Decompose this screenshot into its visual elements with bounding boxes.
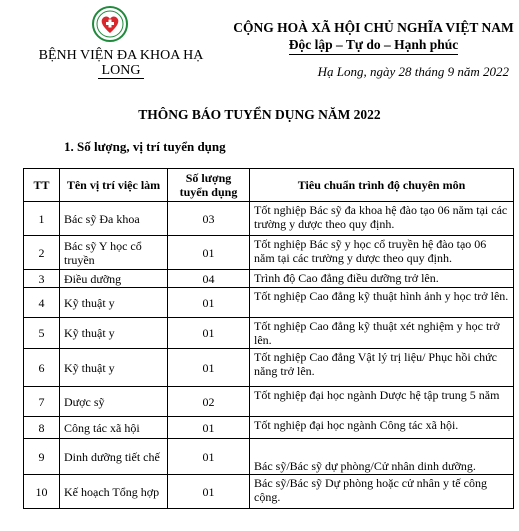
nation-title: CỘNG HOÀ XÃ HỘI CHỦ NGHĨA VIỆT NAM [233, 20, 514, 35]
cell-quantity: 01 [168, 288, 250, 318]
hospital-logo-icon [92, 6, 128, 42]
cell-position: Kỹ thuật y [60, 318, 168, 349]
table-row [24, 318, 514, 349]
table-row [24, 236, 514, 270]
cell-tt: 6 [24, 349, 60, 387]
table-header-row [24, 169, 514, 202]
date-line: Hạ Long, ngày 28 tháng 9 năm 2022 [317, 64, 509, 79]
cell-quantity: 01 [168, 318, 250, 349]
table-row [24, 288, 514, 318]
cell-requirement: Tốt nghiệp đại học ngành Dược hệ tập trung 5 năm [250, 387, 514, 417]
table-row [24, 270, 514, 288]
table-row [24, 387, 514, 417]
cell-position: Bác sỹ Y học cổ truyền [60, 236, 168, 270]
recruitment-table [23, 168, 514, 509]
cell-tt: 3 [24, 270, 60, 288]
cell-quantity: 01 [168, 475, 250, 509]
cell-position: Bác sỹ Đa khoa [60, 202, 168, 236]
cell-position: Dinh dưỡng tiết chế [60, 439, 168, 475]
header-tt: TT [24, 169, 60, 202]
header-position: Tên vị trí việc làm [60, 169, 168, 202]
table-row [24, 349, 514, 387]
cell-quantity: 01 [168, 236, 250, 270]
cell-tt: 9 [24, 439, 60, 475]
cell-requirement: Tốt nghiệp Bác sỹ đa khoa hệ đào tạo 06 năm tại các trường y dược theo quy định. [250, 202, 514, 236]
cell-requirement: Bác sỹ/Bác sỹ Dự phòng hoặc cử nhân y tế công cộng. [250, 475, 514, 509]
header-quantity: Số lượng tuyển dụng [168, 169, 250, 202]
cell-requirement: Tốt nghiệp Bác sỹ y học cổ truyền hệ đào tạo 06 năm tại các trường y dược theo quy định. [250, 236, 514, 270]
table-row [24, 417, 514, 439]
cell-requirement: Tốt nghiệp Cao đẳng Vật lý trị liệu/ Phục hồi chức năng trở lên. [250, 349, 514, 387]
cell-requirement: Tốt nghiệp Cao đẳng kỹ thuật hình ảnh y học trở lên. [250, 288, 514, 318]
cell-tt: 5 [24, 318, 60, 349]
hospital-name-line1: BỆNH VIỆN ĐA KHOA HẠ [38, 48, 204, 63]
cell-tt: 2 [24, 236, 60, 270]
cell-position: Kế hoạch Tổng hợp [60, 475, 168, 509]
cell-position: Điều dưỡng [60, 270, 168, 288]
cell-quantity: 02 [168, 387, 250, 417]
cell-quantity: 01 [168, 349, 250, 387]
cell-position: Công tác xã hội [60, 417, 168, 439]
table-row [24, 475, 514, 509]
cell-position: Kỹ thuật y [60, 349, 168, 387]
cell-requirement: Trình độ Cao đẳng điều dưỡng trở lên. [250, 270, 514, 288]
national-header [232, 19, 515, 55]
cell-tt: 8 [24, 417, 60, 439]
cell-position: Dược sỹ [60, 387, 168, 417]
header-requirement: Tiêu chuẩn trình độ chuyên môn [250, 169, 514, 202]
cell-quantity: 01 [168, 417, 250, 439]
table-row [24, 202, 514, 236]
table-row [24, 439, 514, 475]
cell-tt: 4 [24, 288, 60, 318]
cell-requirement: Bác sỹ/Bác sỹ dự phòng/Cử nhân dinh dưỡng. [250, 439, 514, 475]
hospital-name [14, 48, 228, 79]
cell-quantity: 03 [168, 202, 250, 236]
cell-tt: 1 [24, 202, 60, 236]
section-heading: 1. Số lượng, vị trí tuyển dụng [64, 139, 226, 154]
cell-tt: 10 [24, 475, 60, 509]
cell-position: Kỹ thuật y [60, 288, 168, 318]
cell-tt: 7 [24, 387, 60, 417]
cell-requirement: Tốt nghiệp đại học ngành Công tác xã hội. [250, 417, 514, 439]
cell-quantity: 04 [168, 270, 250, 288]
document-title: THÔNG BÁO TUYỂN DỤNG NĂM 2022 [138, 107, 381, 122]
motto: Độc lập – Tự do – Hạnh phúc [289, 36, 459, 55]
hospital-name-line2: LONG [98, 63, 145, 79]
cell-quantity: 01 [168, 439, 250, 475]
cell-requirement: Tốt nghiệp Cao đẳng kỹ thuật xét nghiệm y học trở lên. [250, 318, 514, 349]
